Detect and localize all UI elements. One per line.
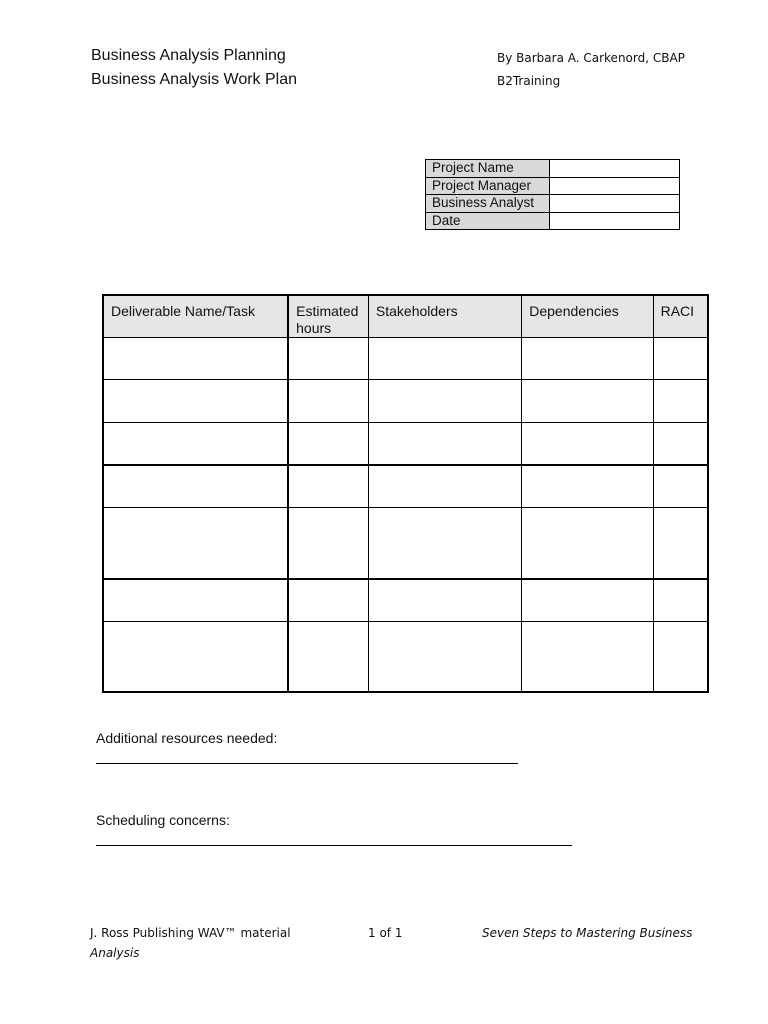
project-info-table <box>425 159 680 230</box>
stakeholders-cell[interactable] <box>368 380 521 423</box>
deliverable-cell[interactable] <box>103 508 288 579</box>
table-row <box>103 579 708 622</box>
table-row <box>103 423 708 465</box>
column-header-deliverable: Deliverable Name/Task <box>103 295 288 338</box>
work-plan-table <box>102 294 709 693</box>
hours-cell[interactable] <box>288 622 368 692</box>
project-manager-field[interactable] <box>550 177 680 195</box>
raci-cell[interactable] <box>653 508 708 579</box>
footer-publisher: J. Ross Publishing WAV™ material <box>90 926 291 940</box>
hours-cell[interactable] <box>288 508 368 579</box>
date-field[interactable] <box>550 212 680 230</box>
table-row <box>103 380 708 423</box>
raci-cell[interactable] <box>653 423 708 465</box>
stakeholders-cell[interactable] <box>368 338 521 380</box>
hours-cell[interactable] <box>288 423 368 465</box>
dependencies-cell[interactable] <box>522 423 653 465</box>
footer-book-title: Seven Steps to Mastering Business <box>482 926 693 940</box>
raci-cell[interactable] <box>653 579 708 622</box>
stakeholders-cell[interactable] <box>368 423 521 465</box>
hours-cell[interactable] <box>288 380 368 423</box>
column-header-dependencies: Dependencies <box>522 295 653 338</box>
column-header-estimated-hours: Estimated hours <box>288 295 368 338</box>
table-row <box>103 622 708 692</box>
stakeholders-cell[interactable] <box>368 465 521 508</box>
business-analyst-field[interactable] <box>550 195 680 213</box>
project-name-row <box>426 160 680 178</box>
deliverable-cell[interactable] <box>103 423 288 465</box>
scheduling-concerns-label: Scheduling concerns: <box>96 812 230 828</box>
project-manager-row <box>426 177 680 195</box>
dependencies-cell[interactable] <box>522 380 653 423</box>
hours-cell[interactable] <box>288 579 368 622</box>
column-header-raci: RACI <box>653 295 708 338</box>
deliverable-cell[interactable] <box>103 622 288 692</box>
organization-line: B2Training <box>497 74 561 88</box>
raci-cell[interactable] <box>653 622 708 692</box>
footer-page-number: 1 of 1 <box>368 926 403 940</box>
raci-cell[interactable] <box>653 338 708 380</box>
table-row <box>103 508 708 579</box>
scheduling-concerns-line[interactable] <box>96 845 572 846</box>
dependencies-cell[interactable] <box>522 338 653 380</box>
project-name-field[interactable] <box>550 160 680 178</box>
additional-resources-label: Additional resources needed: <box>96 730 278 746</box>
deliverable-cell[interactable] <box>103 338 288 380</box>
date-row <box>426 212 680 230</box>
deliverable-cell[interactable] <box>103 579 288 622</box>
column-header-stakeholders: Stakeholders <box>368 295 521 338</box>
additional-resources-line[interactable] <box>96 763 518 764</box>
table-row <box>103 338 708 380</box>
business-analyst-row <box>426 195 680 213</box>
business-analyst-label: Business Analyst <box>426 195 550 213</box>
footer-book-title-wrap: Analysis <box>90 946 140 960</box>
dependencies-cell[interactable] <box>522 465 653 508</box>
work-plan-header-row <box>103 295 708 338</box>
raci-cell[interactable] <box>653 465 708 508</box>
stakeholders-cell[interactable] <box>368 508 521 579</box>
project-manager-label: Project Manager <box>426 177 550 195</box>
project-name-label: Project Name <box>426 160 550 178</box>
stakeholders-cell[interactable] <box>368 622 521 692</box>
author-line: By Barbara A. Carkenord, CBAP <box>497 51 685 65</box>
dependencies-cell[interactable] <box>522 579 653 622</box>
dependencies-cell[interactable] <box>522 622 653 692</box>
hours-cell[interactable] <box>288 338 368 380</box>
deliverable-cell[interactable] <box>103 465 288 508</box>
stakeholders-cell[interactable] <box>368 579 521 622</box>
table-row <box>103 465 708 508</box>
document-title: Business Analysis Planning <box>91 47 286 64</box>
raci-cell[interactable] <box>653 380 708 423</box>
date-label: Date <box>426 212 550 230</box>
deliverable-cell[interactable] <box>103 380 288 423</box>
document-subtitle: Business Analysis Work Plan <box>91 71 298 88</box>
dependencies-cell[interactable] <box>522 508 653 579</box>
hours-cell[interactable] <box>288 465 368 508</box>
